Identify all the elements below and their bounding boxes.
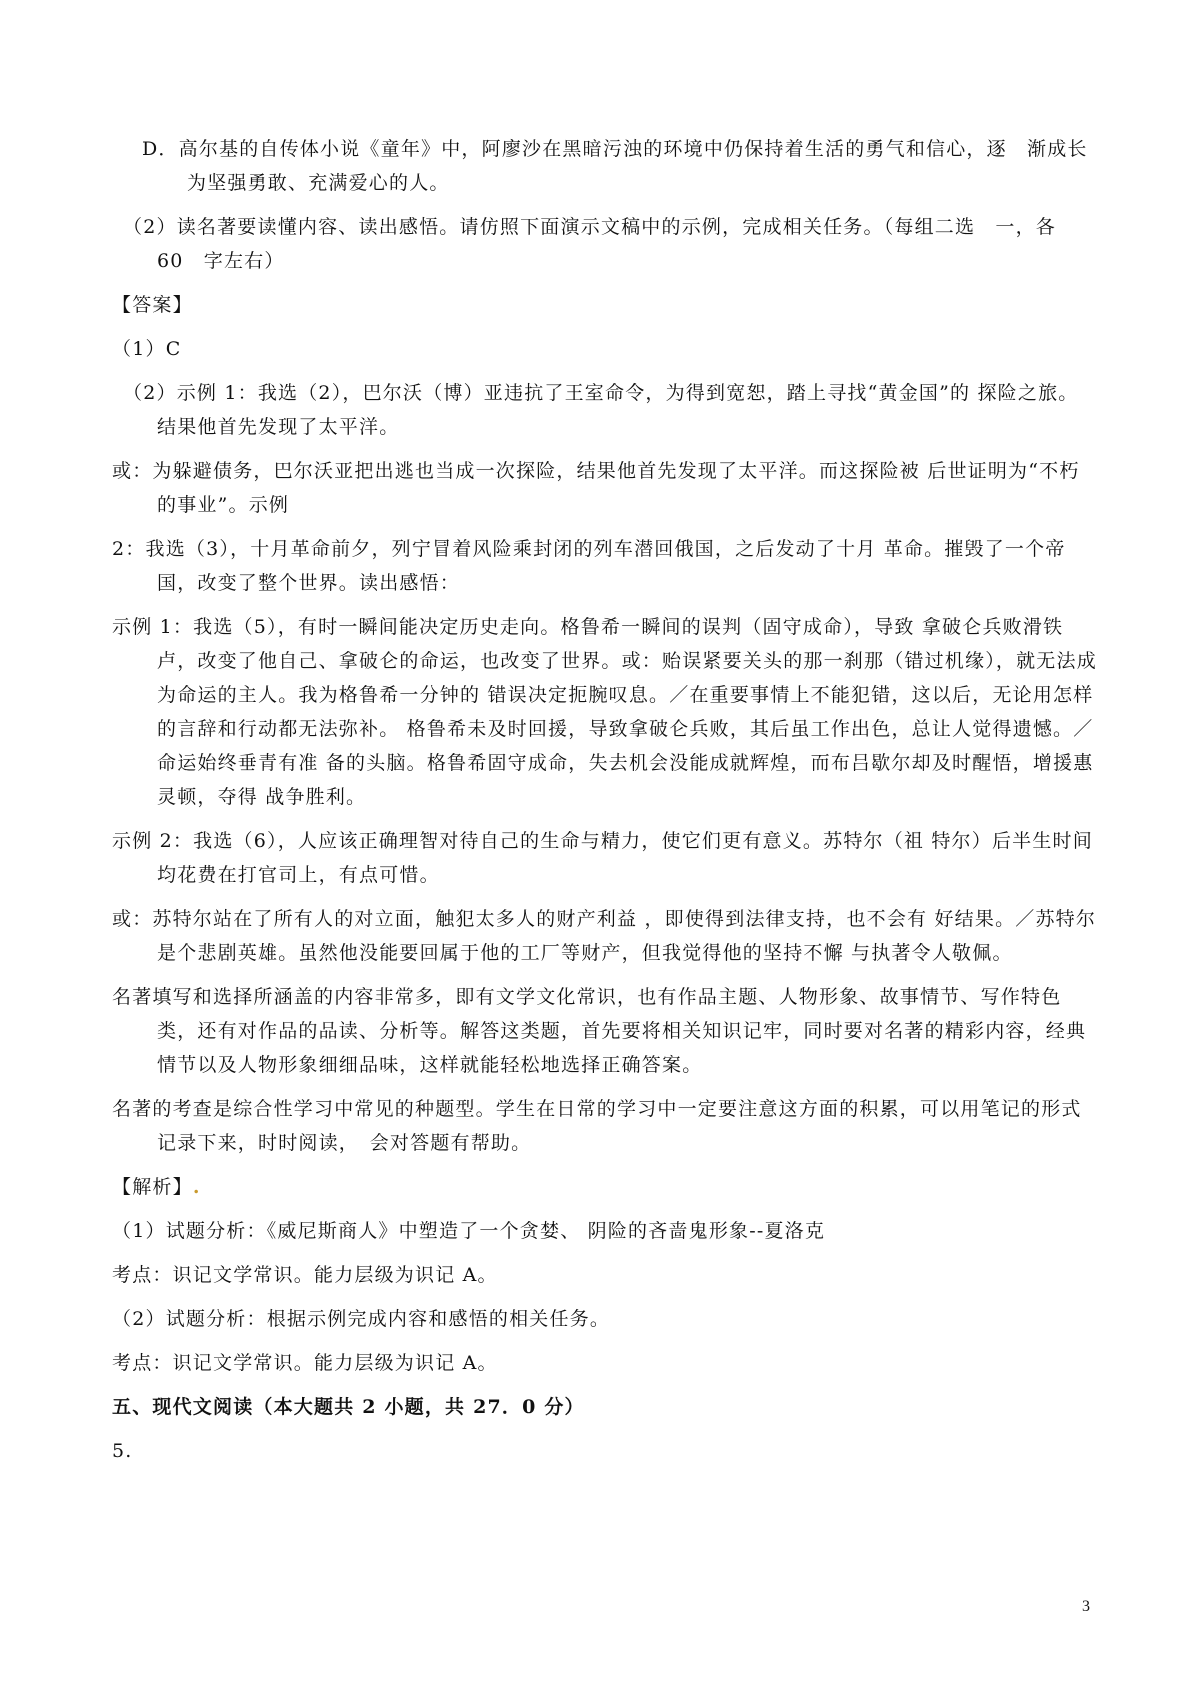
answer-2-or-1: 或：为躲避债务，巴尔沃亚把出逃也当成一次探险，结果他首先发现了太平洋。而这探险被 后世证明为“不朽的事业”。示例 [112,460,1080,516]
page-number: 3 [1082,1598,1090,1615]
analysis-heading-row [112,1170,1097,1204]
section-five-heading: 五、现代文阅读（本大题共 2 小题，共 27．0 分） [112,1396,585,1418]
decorative-dot: . [192,1176,201,1198]
analysis-heading: 【解析】 [112,1176,193,1198]
question-2: （2）读名著要读懂内容、读出感悟。请仿照下面演示文稿中的示例，完成相关任务。（每组二选 一，各 60 字左右） [123,216,1077,272]
insight-example-2: 示例 2：我选（6），人应该正确理智对待自己的生命与精力，使它们更有意义。苏特尔（祖 特尔）后半生时间均花费在打官司上，有点可惜。 [112,830,1093,886]
kaodian-1: 考点：识记文学常识。能力层级为识记 A。 [112,1264,498,1286]
answer-heading: 【答案】 [112,294,193,316]
answer-2-example-2: 2：我选（3），十月革命前夕，列宁冒着风险乘封闭的列车潜回俄国，之后发动了十月 革命。摧毁了一个帝国，改变了整个世界。读出感悟： [112,538,1066,594]
option-d: D．高尔基的自传体小说《童年》中，阿廖沙在黑暗污浊的环境中仍保持着生活的勇气和信心，逐 渐成长为坚强勇敢、充满爱心的人。 [142,138,1088,194]
page-content [112,132,1097,1478]
analysis-2: （2）试题分析：根据示例完成内容和感悟的相关任务。 [112,1308,611,1330]
note-2: 名著的考查是综合性学习中常见的种题型。学生在日常的学习中一定要注意这方面的积累，可以用笔记的形式记录下来，时时阅读， 会对答题有帮助。 [112,1098,1082,1154]
insight-or-2: 或：苏特尔站在了所有人的对立面，触犯太多人的财产利益 ，即使得到法律支持，也不会有 好结果。／苏特尔是个悲剧英雄。虽然他没能要回属于他的工厂等财产，但我觉得他的坚持不懈 与执著令人敬佩。 [112,908,1097,964]
answer-1: （1）C [112,338,182,360]
question-5: 5. [112,1440,133,1462]
note-1: 名著填写和选择所涵盖的内容非常多，即有文学文化常识，也有作品主题、人物形象、故事情节、写作特色类，还有对作品的品读、分析等。解答这类题，首先要将相关知识记牢，同时要对名著的精彩内容，经典情节以及人物形象细细品味，这样就能轻松地选择正确答案。 [112,986,1087,1076]
answer-2-example-1: （2）示例 1：我选（2），巴尔沃（博）亚违抗了王室命令，为得到宽恕，踏上寻找“黄金国”的 探险之旅。结果他首先发现了太平洋。 [123,382,1079,438]
analysis-1: （1）试题分析：《威尼斯商人》中塑造了一个贪婪、 阴险的吝啬鬼形象--夏洛克 [112,1220,826,1242]
insight-example-1: 示例 1：我选（5），有时一瞬间能决定历史走向。格鲁希一瞬间的误判（固守成命），导致 拿破仑兵败滑铁卢，改变了他自己、拿破仑的命运，也改变了世界。或：贻误紧要关头的那一刹那（错过机缘），就无法成为命运的主人。我为格鲁希一分钟的 错误决定扼腕叹息。／在重要事情上不能犯错，这以后，无论用怎样的言辞和行动都无法弥补。 格鲁希未及时回援，导致拿破仑兵败，其后虽工作出色，总让人觉得遗憾。／命运始终垂青有准 备的头脑。格鲁希固守成命，失去机会没能成就辉煌，而布吕歇尔却及时醒悟，增援惠灵顿，夺得 战争胜利。 [112,616,1097,808]
kaodian-2: 考点：识记文学常识。能力层级为识记 A。 [112,1352,498,1374]
